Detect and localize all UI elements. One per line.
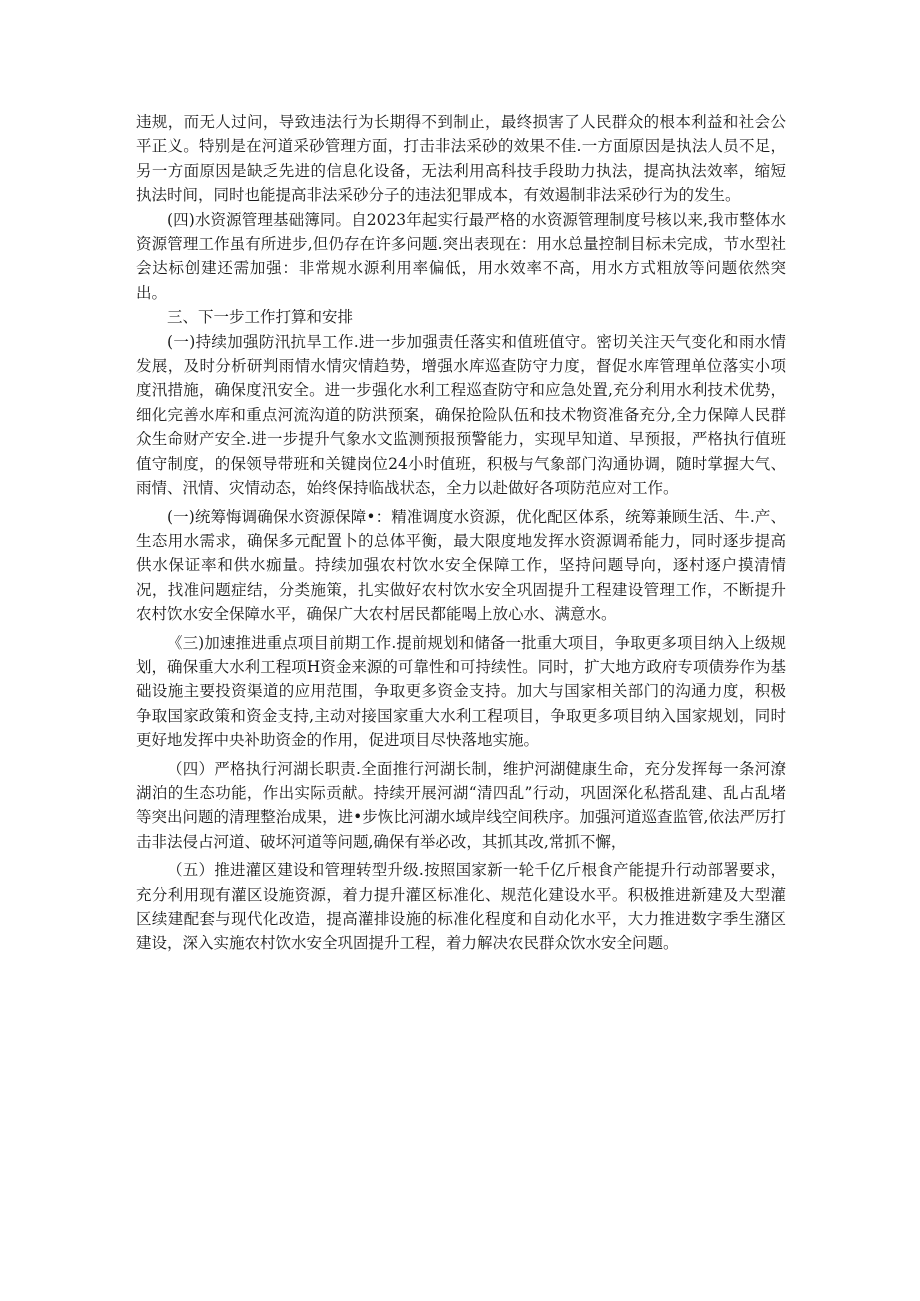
paragraph-key-projects: 《三)加速推进重点项目前期工作.提前规划和储备一批重大项目，争取更多项目纳入上级规划，确保重大水利工程项H资金来源的可靠性和可持续性。同时，扩大地方政府专项债券作为基础设施主要投资渠道的应用范围，争取更多资金支持。加大与国家相关部门的沟通力度，积极争取国家政策和资金支持,主动对接国家重大水利工程项目，争取更多项目纳入国家规划，同时更好地发挥中央补助资金的作用，促进项目尽快落地实施。 bbox=[136, 633, 786, 750]
section-heading-next-steps: 三、下一步工作打算和安排 bbox=[167, 308, 354, 327]
paragraph-continuation: 违规，而无人过问，导致违法行为长期得不到制止，最终损害了人民群众的根本利益和社会公平正义。特别是在河道采砂管理方面，打击非法采砂的效果不佳.一方面原因是执法人员不足，另一方面原因是缺乏先进的信息化设备，无法利用高科技手段助力执法，提高执法效率，缩短执法时间，同时也能提高非法采砂分子的违法犯罪成本，有效遏制非法采砂行为的发生。 bbox=[136, 113, 786, 205]
paragraph-water-supply: (一)统筹悔调确保水资源保障•：精准调度水资源，优化配区体系，统筹兼顾生活、牛.产、生态用水需求，确保多元配置卜的总体平衡，最大限度地发挥水资源调希能力，同时逐步提高供水保证率和供水痂量。持续加强农村饮水安全保障工作，坚持问题导向，逐村逐户摸清情况，找准问题症结，分类施策，扎实做好农村饮水安全巩固提升工程建设管理工作，不断提升农村饮水安全保障水平，确保广大农村居民都能喝上放心水、满意水。 bbox=[136, 507, 786, 624]
document-body bbox=[136, 110, 786, 956]
paragraph-water-resource-management: (四)水资源管理基础簿同。自2023年起实行最严格的水资源管理制度号核以来,我市整体水资源管理工作虽有所进步,但仍存在许多问题.突出表现在：用水总量控制目标未完成，节水型社会达标创建还需加强：非常规水源利用率偏低，用水效率不高，用水方式粗放等问题依然突出。 bbox=[136, 210, 786, 302]
paragraph-flood-control: (一)持续加强防汛抗旱工作.进一步加强责任落实和值班值守。密切关注天气变化和雨水情发展，及时分析研判雨情水情灾情趋势，增强水库巡查防守力度，督促水库管理单位落实小项度汛措施，确保度汛安全。进一步强化水利工程巡查防守和应急处置,充分利用水利技术优势，细化完善水库和重点河流沟道的防洪预案，确保抢险队伍和技术物资准备充分,全力保障人民群众生命财产安全.进一步提升气象水文监测预报预警能力，实现早知道、早预报，严格执行值班值守制度，的保领导带班和关键岗位24小时值班，积极与气象部门沟通协调，随时掌握大气、雨情、汛情、灾情动态，始终保持临战状态，全力以赴做好各项防范应对工作。 bbox=[136, 332, 786, 498]
paragraph-irrigation-district: （五）推进灌区建设和管理转型升级.按照国家新一轮千亿斤根食产能提升行动部署要求，充分利用现有灌区设施资源，着力提升灌区标准化、规范化建设水平。积极推进新建及大型灌区续建配套与现代化改造，提高灌排设施的标准化程度和自动化水平，大力推进数字季生潴区建设，深入实施农村饮水安全巩固提升工程，着力解决农民群众饮水安全问题。 bbox=[136, 861, 786, 953]
paragraph-river-lake-chief: （四）严格执行河湖长职责.全面推行河湖长制，维护河湖健康生命，充分发挥每一条河潦湖泊的生态功能，作出实际贡献。持续开展河湖“清四乱”行动，巩固深化私搭乱建、乱占乱堵等突出问题的清理整治成果，进•步恢比河湖水域岸线空间秩序。加强河道巡查监管,依法严厉打击非法侵占河道、破坏河道等问题,确保有举必改，其抓其改,常抓不懈， bbox=[136, 759, 786, 851]
